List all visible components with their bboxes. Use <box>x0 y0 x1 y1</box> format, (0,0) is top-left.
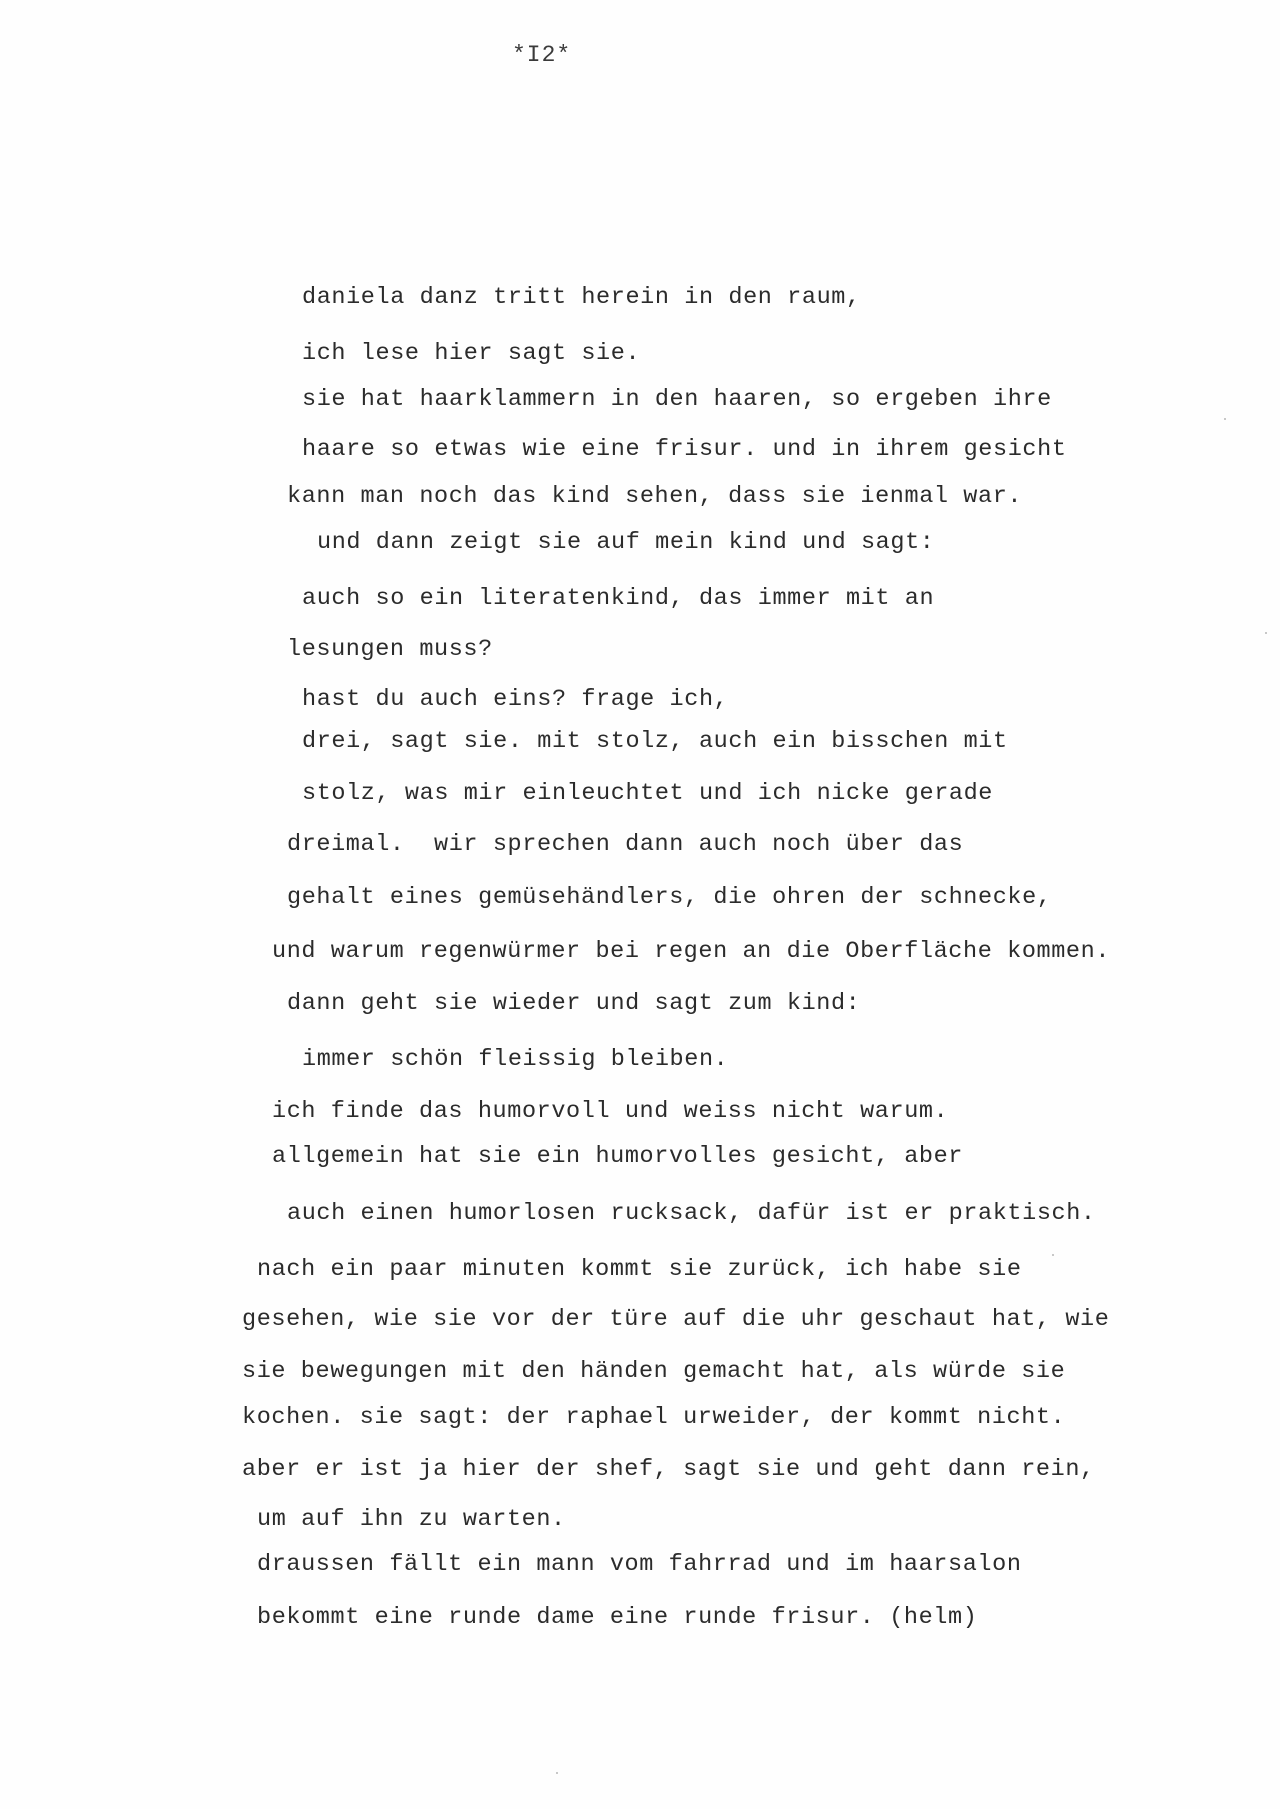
text-line: und dann zeigt sie auf mein kind und sagt: <box>317 529 935 556</box>
text-line: dann geht sie wieder und sagt zum kind: <box>287 990 861 1017</box>
text-line: allgemein hat sie ein humorvolles gesicht, aber <box>272 1143 964 1170</box>
text-line: sie bewegungen mit den händen gemacht hat, als würde sie <box>242 1358 1066 1385</box>
text-line: sie hat haarklammern in den haaren, so ergeben ihre <box>302 386 1052 413</box>
speck <box>556 1772 558 1774</box>
text-line: dreimal. wir sprechen dann auch noch über das <box>287 831 964 858</box>
text-line: bekommt eine runde dame eine runde frisur. (helm) <box>257 1604 978 1631</box>
text-line: ich finde das humorvoll und weiss nicht warum. <box>272 1098 949 1125</box>
speck <box>1265 632 1267 634</box>
text-line: immer schön fleissig bleiben. <box>302 1046 729 1073</box>
text-line: auch so ein literatenkind, das immer mit an <box>302 585 935 612</box>
text-line: ich lese hier sagt sie. <box>302 340 641 367</box>
page-number: *I2* <box>512 42 572 68</box>
text-line: draussen fällt ein mann vom fahrrad und im haarsalon <box>257 1551 1022 1578</box>
text-line: nach ein paar minuten kommt sie zurück, ich habe sie <box>257 1256 1022 1283</box>
text-line: gesehen, wie sie vor der türe auf die uhr geschaut hat, wie <box>242 1306 1110 1333</box>
text-line: auch einen humorlosen rucksack, dafür ist er praktisch. <box>287 1200 1096 1227</box>
text-line: stolz, was mir einleuchtet und ich nicke gerade <box>302 780 994 807</box>
text-line: lesungen muss? <box>287 636 493 663</box>
text-line: haare so etwas wie eine frisur. und in ihrem gesicht <box>302 436 1067 463</box>
speck <box>1224 418 1226 420</box>
text-line: kann man noch das kind sehen, dass sie ienmal war. <box>287 483 1023 510</box>
text-line: drei, sagt sie. mit stolz, auch ein bisschen mit <box>302 728 1008 755</box>
text-line: aber er ist ja hier der shef, sagt sie und geht dann rein, <box>242 1456 1095 1483</box>
text-line: gehalt eines gemüsehändlers, die ohren der schnecke, <box>287 884 1052 911</box>
text-line: daniela danz tritt herein in den raum, <box>302 284 861 311</box>
speck <box>1052 1254 1054 1256</box>
text-line: hast du auch eins? frage ich, <box>302 686 729 713</box>
text-line: und warum regenwürmer bei regen an die Oberfläche kommen. <box>272 938 1111 965</box>
text-line: um auf ihn zu warten. <box>257 1506 566 1533</box>
text-line: kochen. sie sagt: der raphael urweider, der kommt nicht. <box>242 1404 1066 1431</box>
